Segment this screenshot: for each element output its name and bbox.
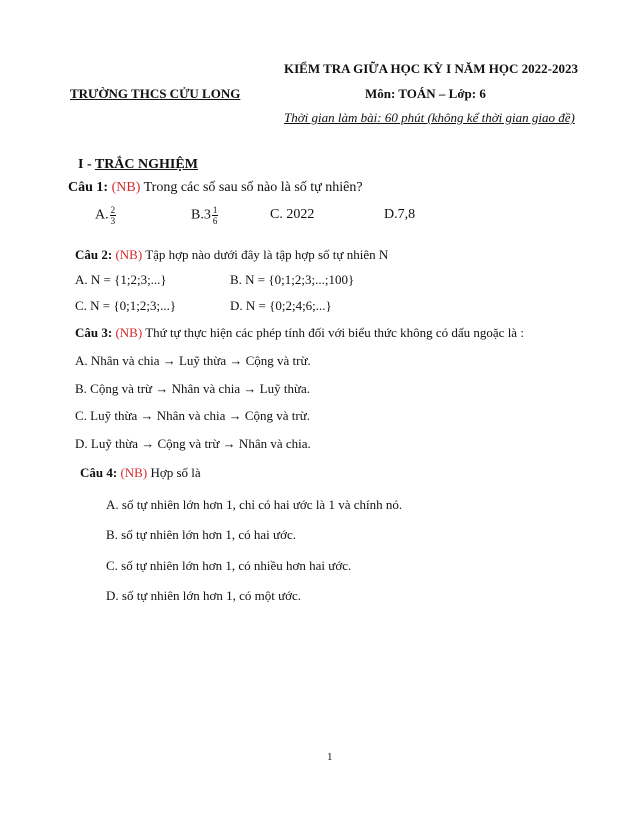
question-3-level: (NB) <box>115 325 143 340</box>
question-1-text: Trong các số sau số nào là số tự nhiên? <box>143 180 363 195</box>
question-2: Câu 2: (NB) Tập hợp nào dưới đây là tập hợp số tự nhiên N <box>75 247 389 262</box>
question-1: Câu 1: (NB) Trong các số sau số nào là số tự nhiên? <box>68 180 363 195</box>
q2-option-b: B. N = {0;1;2;3;...;100} <box>230 272 355 287</box>
q1-option-a-prefix: A. <box>95 207 109 223</box>
q3-option-d: D. Luỹ thừa → Cộng và trừ → Nhân và chia. <box>75 436 311 451</box>
q1-option-d: D.7,8 <box>384 207 416 222</box>
section-title <box>78 157 198 173</box>
question-2-text: Tập hợp nào dưới đây là tập hợp số tự nhiên N <box>145 247 389 262</box>
q4-option-d: D. số tự nhiên lớn hơn 1, có một ước. <box>106 588 302 603</box>
q1-b-numerator: 1 <box>212 205 218 215</box>
question-2-label: Câu 2 <box>75 247 108 262</box>
section-title-text: I - TRẮC NGHIỆM <box>78 157 198 172</box>
q1-option-a-fraction <box>110 205 117 226</box>
q1-option-b-fraction <box>212 205 219 226</box>
school-name: TRƯỜNG THCS CỬU LONG <box>70 86 241 101</box>
q1-b-denominator: 6 <box>212 216 218 226</box>
q1-option-b-prefix: B.3 <box>191 207 211 223</box>
page-number: 1 <box>327 751 333 763</box>
question-3-label: Câu 3 <box>75 325 108 340</box>
question-2-level: (NB) <box>115 247 143 262</box>
q1-option-a <box>95 205 116 226</box>
question-3-text: Thứ tự thực hiện các phép tính đối với biểu thức không có dấu ngoặc là : <box>145 325 524 340</box>
subject-grade: Môn: TOÁN – Lớp: 6 <box>365 86 486 101</box>
q1-a-denominator: 3 <box>110 216 116 226</box>
q4-option-a: A. số tự nhiên lớn hơn 1, chỉ có hai ước là 1 và chính nó. <box>106 497 403 512</box>
q1-option-c: C. 2022 <box>270 207 315 222</box>
question-4: Câu 4: (NB) Hợp số là <box>80 465 201 480</box>
q2-option-a: A. N = {1;2;3;...} <box>75 272 167 287</box>
q1-a-numerator: 2 <box>110 205 116 215</box>
q1-option-b <box>191 205 218 226</box>
q3-option-b: B. Cộng và trừ → Nhân và chia → Luỹ thừa. <box>75 381 311 396</box>
exam-title: KIỂM TRA GIỮA HỌC KỲ I NĂM HỌC 2022-2023 <box>284 61 578 76</box>
q4-option-b: B. số tự nhiên lớn hơn 1, có hai ước. <box>106 527 296 542</box>
question-4-text: Hợp số là <box>150 465 201 480</box>
q3-option-a: A. Nhân và chia → Luỹ thừa → Cộng và trừ. <box>75 353 311 368</box>
q2-option-d: D. N = {0;2;4;6;...} <box>230 298 332 313</box>
q3-option-c: C. Luỹ thừa → Nhân và chia → Cộng và trừ. <box>75 408 311 423</box>
question-4-label: Câu 4 <box>80 465 113 480</box>
question-4-level: (NB) <box>120 465 148 480</box>
question-1-level: (NB) <box>111 180 141 195</box>
time-note: Thời gian làm bài: 60 phút (không kể thời gian giao đề) <box>284 110 575 125</box>
question-1-label: Câu 1 <box>68 180 104 195</box>
q2-option-c: C. N = {0;1;2;3;...} <box>75 298 177 313</box>
q4-option-c: C. số tự nhiên lớn hơn 1, có nhiều hơn hai ước. <box>106 558 352 573</box>
question-3: Câu 3: (NB) Thứ tự thực hiện các phép tính đối với biểu thức không có dấu ngoặc là : <box>75 325 524 340</box>
